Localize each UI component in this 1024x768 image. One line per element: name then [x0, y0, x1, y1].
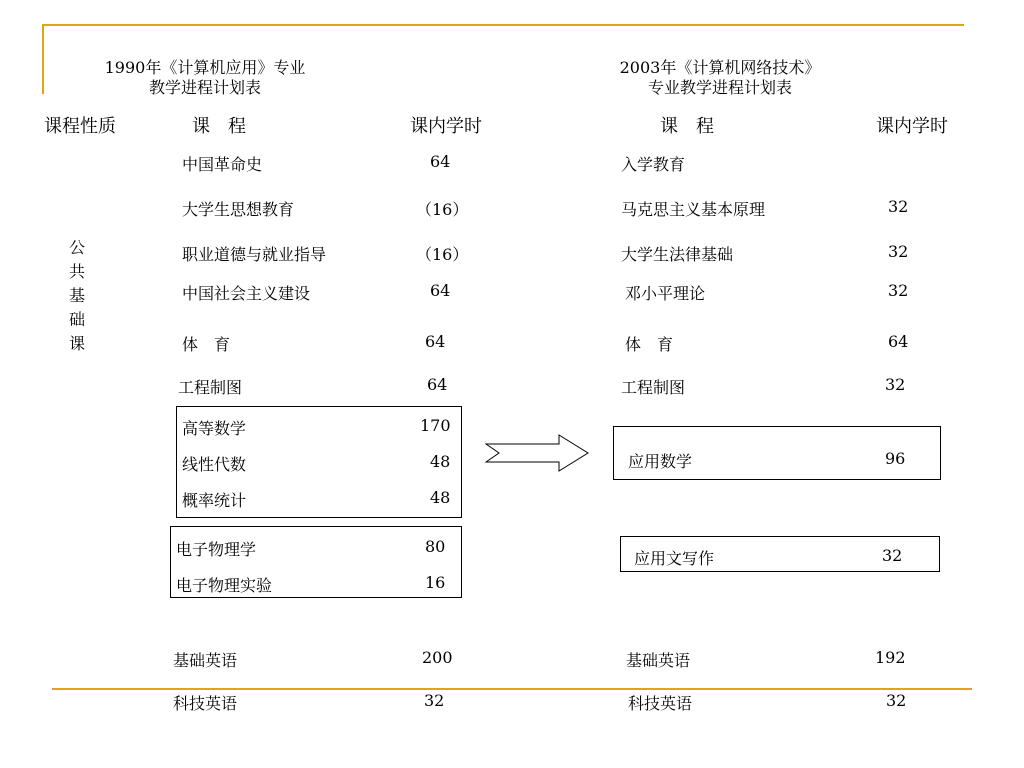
- header-hours-left: 课内学时: [410, 116, 482, 137]
- right-course: 体 育: [625, 335, 674, 354]
- top-accent-line: [42, 24, 964, 26]
- category-char: 课: [68, 334, 85, 353]
- category-char: 础: [68, 310, 85, 329]
- category-label: [67, 236, 87, 356]
- right-title: [570, 58, 870, 98]
- left-hours: 200: [422, 648, 453, 667]
- right-course: 工程制图: [621, 378, 686, 397]
- left-course: 基础英语: [173, 651, 238, 670]
- category-char: 公: [68, 238, 85, 257]
- right-hours: 96: [885, 449, 906, 468]
- right-course: 大学生法律基础: [621, 245, 734, 264]
- category-char: 基: [68, 286, 85, 305]
- category-char: 共: [68, 262, 85, 281]
- left-course: 工程制图: [178, 378, 243, 397]
- left-hours: （16）: [416, 245, 469, 264]
- left-course: 大学生思想教育: [182, 200, 295, 219]
- right-hours: 32: [882, 546, 903, 565]
- left-hours: 80: [425, 537, 446, 556]
- right-hours: 32: [888, 242, 909, 261]
- left-course: 科技英语: [173, 694, 238, 713]
- right-title-line1: 2003年《计算机网络技术》: [619, 58, 821, 77]
- left-hours: 64: [430, 281, 451, 300]
- right-course: 应用文写作: [634, 549, 715, 568]
- right-hours: 32: [885, 375, 906, 394]
- left-course: 高等数学: [182, 419, 247, 438]
- left-course: 概率统计: [182, 491, 247, 510]
- right-course: 应用数学: [628, 452, 693, 471]
- left-course: 线性代数: [182, 455, 247, 474]
- header-hours-right: 课内学时: [876, 116, 948, 137]
- left-accent-line: [42, 24, 44, 94]
- right-course: 科技英语: [628, 694, 693, 713]
- right-course: 入学教育: [621, 155, 686, 174]
- left-course: 中国革命史: [182, 155, 263, 174]
- left-hours: 64: [430, 152, 451, 171]
- right-hours: 32: [888, 281, 909, 300]
- header-course-left: 课 程: [192, 116, 246, 137]
- left-hours: 170: [420, 416, 451, 435]
- left-hours: 32: [424, 691, 445, 710]
- left-course: 电子物理学: [176, 540, 257, 559]
- left-hours: 64: [425, 332, 446, 351]
- left-hours: （16）: [416, 200, 469, 219]
- bottom-accent-line: [52, 688, 972, 690]
- right-hours: 32: [886, 691, 907, 710]
- header-course-right: 课 程: [660, 116, 714, 137]
- left-course: 体 育: [182, 335, 231, 354]
- left-course: 职业道德与就业指导: [182, 245, 327, 264]
- right-course: 马克思主义基本原理: [621, 200, 766, 219]
- left-course: 电子物理实验: [176, 576, 273, 595]
- left-title-line1: 1990年《计算机应用》专业: [104, 58, 306, 77]
- right-hours: 64: [888, 332, 909, 351]
- right-course: 基础英语: [626, 651, 691, 670]
- left-hours: 48: [430, 488, 451, 507]
- left-hours: 64: [427, 375, 448, 394]
- right-title-line2: 专业教学进程计划表: [647, 78, 792, 97]
- left-course: 中国社会主义建设: [182, 284, 311, 303]
- header-category: 课程性质: [44, 116, 116, 137]
- right-arrow-icon: [485, 434, 590, 472]
- left-hours: 16: [425, 573, 446, 592]
- right-course: 邓小平理论: [625, 284, 706, 303]
- left-hours: 48: [430, 452, 451, 471]
- right-hours: 192: [875, 648, 906, 667]
- left-title: [60, 58, 350, 98]
- right-hours: 32: [888, 197, 909, 216]
- left-title-line2: 教学进程计划表: [148, 78, 261, 97]
